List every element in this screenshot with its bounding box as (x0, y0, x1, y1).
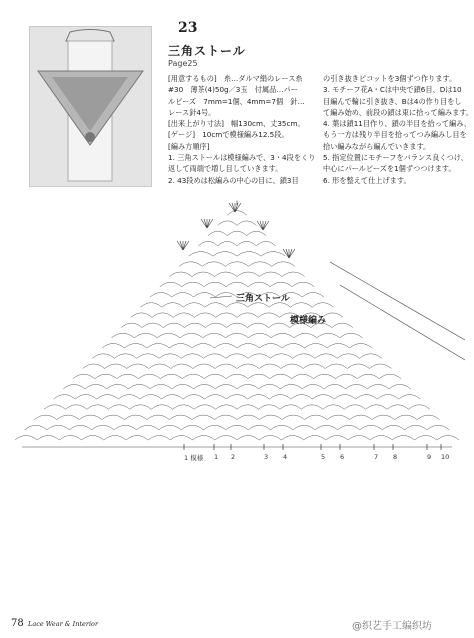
scallop-stitch (127, 364, 149, 369)
scallop-stitch (140, 395, 162, 400)
scallop-stitch (256, 241, 275, 246)
scallop-stitch (139, 374, 161, 379)
scallop-stitch (226, 333, 249, 338)
scallop-stitch (258, 313, 279, 318)
label-pointer (210, 296, 232, 298)
scallop-stitch (204, 425, 226, 430)
scallop-stitch (259, 384, 281, 389)
scallop-stitch (260, 272, 283, 277)
scallop-stitch (65, 405, 87, 410)
scallop-stitch (417, 415, 440, 420)
picot-mark (286, 249, 289, 258)
scallop-stitch (259, 436, 281, 441)
page-reference: Page25 (168, 59, 198, 68)
scallop-stitch (271, 333, 294, 338)
text-line: 2. 43段めは松編みの中心の目に、鎖3目 (168, 175, 299, 185)
scallop-stitch (182, 282, 204, 287)
row-start-label: 1 模様 (184, 454, 204, 462)
scallop-stitch (247, 231, 266, 236)
text-line: ルビーズ 7mm=1個、4mm=7個 針… (168, 96, 305, 106)
scallop-stitch (218, 221, 237, 226)
scallop-stitch (324, 384, 346, 389)
scallop-stitch (85, 384, 107, 389)
scallop-stitch (215, 436, 237, 441)
scallop-stitch (357, 374, 379, 379)
scallop-stitch (194, 405, 216, 410)
scallop-stitch (379, 374, 401, 379)
scallop-stitch (25, 425, 47, 430)
picot-mark (289, 249, 292, 258)
scallop-stitch (392, 436, 414, 441)
scallop-stitch (346, 384, 368, 389)
scallop-stitch (237, 221, 256, 226)
scallop-stitch (258, 405, 280, 410)
scallop-stitch (305, 344, 328, 349)
scallop-stitch (270, 282, 292, 287)
scallop-stitch (248, 425, 270, 430)
picot-mark (232, 203, 235, 212)
scallop-stitch (237, 436, 259, 441)
scallop-stitch (57, 415, 80, 420)
scallop-stitch (108, 405, 130, 410)
scallop-stitch (291, 303, 313, 308)
scallop-stitch (112, 333, 135, 338)
scallop-stitch (147, 415, 170, 420)
scallop-stitch (259, 364, 281, 369)
row-number: 4 (283, 453, 288, 461)
scallop-stitch (237, 344, 260, 349)
scallop-stitch (204, 374, 226, 379)
scallop-stitch (118, 395, 140, 400)
scallop-stitch (282, 344, 305, 349)
scallop-stitch (181, 354, 203, 359)
scallop-stitch (34, 415, 57, 420)
scallop-stitch (104, 436, 126, 441)
scallop-stitch (160, 282, 182, 287)
scallop-stitch (213, 252, 237, 257)
scallop-stitch (323, 405, 344, 410)
picot-mark (283, 249, 289, 258)
scallop-stitch (282, 415, 305, 420)
scallop-stitch (248, 333, 271, 338)
scallop-stitch (107, 384, 129, 389)
scallop-stitch (97, 395, 119, 400)
scallop-stitch (130, 405, 151, 410)
row-number: 3 (264, 453, 269, 461)
scallop-stitch (313, 395, 335, 400)
scallop-stitch (314, 374, 336, 379)
scallop-stitch (260, 415, 283, 420)
scallop-stitch (136, 425, 158, 430)
scallop-stitch (226, 282, 248, 287)
scallop-stitch (227, 231, 246, 236)
scallop-stitch (172, 293, 194, 298)
scallop-stitch (150, 293, 172, 298)
scallop-stitch (350, 415, 373, 420)
scallop-stitch (205, 395, 227, 400)
scallop-stitch (237, 272, 260, 277)
scallop-stitch (350, 344, 373, 349)
scallop-stitch (215, 384, 237, 389)
page-title: 三角ストール (168, 44, 246, 58)
scallop-stitch (87, 405, 108, 410)
scallop-stitch (92, 425, 114, 430)
scallop-stitch (124, 344, 146, 349)
scallop-stitch (226, 354, 248, 359)
text-line: [用意するもの] 糸…ダルマ絹のレース糸 (168, 74, 303, 83)
scallop-stitch (181, 425, 203, 430)
scallop-stitch (182, 374, 204, 379)
text-line: 4. 葉は鎖11目作り、鎖の半目を拾って編み、 (323, 119, 472, 129)
scallop-stitch (75, 395, 97, 400)
scallop-stitch (204, 282, 226, 287)
scallop-stitch (270, 374, 292, 379)
picot-mark (207, 219, 213, 228)
scallop-stitch (370, 436, 392, 441)
scallop-stitch (63, 384, 85, 389)
scallop-stitch (315, 354, 337, 359)
scallop-stitch (173, 405, 194, 410)
scallop-stitch (281, 364, 303, 369)
scallop-stitch (369, 364, 391, 369)
scallop-stitch (325, 364, 347, 369)
scallop-stitch (193, 364, 215, 369)
scallop-stitch (92, 354, 114, 359)
text-line: [出来上がり寸法] 幅130cm、丈35cm。 (168, 119, 305, 129)
scallop-stitch (237, 313, 258, 318)
scallop-stitch (248, 282, 270, 287)
scallop-stitch (149, 364, 171, 369)
text-line: 中心にパールビーズを1個ずつつけます。 (323, 164, 456, 174)
scallop-stitch (147, 344, 170, 349)
row-number: 8 (393, 453, 398, 461)
scallop-stitch (249, 262, 272, 267)
row-number: 1 (214, 453, 219, 461)
scallop-stitch (183, 395, 205, 400)
scallop-stitch (301, 405, 323, 410)
scallop-stitch (327, 344, 350, 349)
scallop-stitch (102, 415, 125, 420)
scallop-stitch (360, 425, 382, 430)
scallop-stitch (237, 364, 259, 369)
scallop-stitch (137, 354, 159, 359)
book-title: Lace Wear & Interior (28, 620, 99, 628)
scallop-stitch (226, 374, 248, 379)
scallop-stitch (337, 354, 359, 359)
scallop-stitch (160, 374, 182, 379)
picot-mark (180, 241, 183, 250)
scallop-stitch (194, 384, 216, 389)
scallop-stitch (293, 425, 315, 430)
scallop-stitch (105, 364, 127, 369)
text-line: [ゲージ] 10cmで模様編み12.5段。 (168, 130, 289, 140)
picot-mark (183, 241, 189, 250)
row-number: 10 (441, 453, 450, 461)
scallop-stitch (169, 272, 192, 277)
scallop-stitch (205, 303, 227, 308)
scallop-stitch (215, 364, 237, 369)
scallop-stitch (395, 415, 418, 420)
picot-mark (257, 221, 263, 230)
scallop-stitch (159, 425, 181, 430)
leader-line (330, 262, 465, 340)
picot-mark (183, 241, 186, 250)
scallop-stitch (332, 323, 353, 328)
scallop-stitch (204, 354, 226, 359)
text-line: 3. モチーフ花A・Cは中央で鎖6目、Dは10 (323, 85, 462, 95)
scallop-stitch (54, 395, 76, 400)
scallop-stitch (293, 354, 315, 359)
pattern-number: 23 (178, 20, 198, 36)
picot-mark (207, 219, 210, 228)
scallop-stitch (157, 333, 180, 338)
scallop-stitch (128, 384, 150, 389)
row-number: 2 (231, 453, 236, 461)
scallop-stitch (69, 425, 91, 430)
scallop-stitch (237, 241, 256, 246)
scallop-stitch (261, 252, 285, 257)
scallop-stitch (405, 425, 427, 430)
scallop-stitch (171, 364, 193, 369)
scallop-stitch (82, 436, 104, 441)
row-number: 7 (374, 453, 379, 461)
scallop-stitch (115, 354, 137, 359)
scallop-stitch (248, 395, 270, 400)
scallop-stitch (170, 436, 192, 441)
scallop-stitch (192, 415, 215, 420)
row-number: 5 (321, 453, 326, 461)
scallop-stitch (202, 262, 225, 267)
text-line: 1. 三角ストールは模様編みで、3・4段をくり (168, 153, 316, 163)
scallop-stitch (198, 241, 217, 246)
scallop-stitch (134, 333, 157, 338)
scallop-stitch (272, 262, 295, 267)
picot-mark (263, 221, 269, 230)
row-number: 9 (427, 453, 432, 461)
text-line: もう一方は残り半目を拾ってつみ編みし目を (323, 130, 467, 140)
text-line: 6. 形を整えて仕上げます。 (323, 175, 411, 185)
text-line: #30 薄茶(4)50g／3玉 付属品…パー (168, 85, 298, 95)
chart-label-stole: 三角ストール (236, 294, 290, 304)
scallop-stitch (215, 344, 238, 349)
scallop-stitch (437, 436, 459, 441)
scallop-stitch (248, 323, 269, 328)
scallop-stitch (281, 436, 303, 441)
scallop-stitch (215, 415, 238, 420)
text-line: の引き抜きピコットを3個ずつ作ります。 (323, 74, 457, 83)
scallop-stitch (102, 344, 125, 349)
scallop-stitch (226, 395, 248, 400)
leader-line (340, 285, 465, 360)
scallop-stitch (83, 364, 105, 369)
scallop-stitch (148, 436, 170, 441)
text-line: 5. 指定位置にモチーフをバランス良くつけ、 (323, 153, 468, 163)
scallop-stitch (294, 333, 317, 338)
scallop-stitch (237, 415, 260, 420)
scallop-stitch (169, 415, 192, 420)
scallop-stitch (194, 293, 216, 298)
scallop-stitch (195, 313, 216, 318)
scallop-stitch (305, 415, 328, 420)
scallop-stitch (269, 323, 290, 328)
scallop-stitch (302, 293, 324, 298)
scallop-stitch (203, 333, 226, 338)
scallop-stitch (387, 405, 409, 410)
scallop-stitch (360, 354, 382, 359)
scallop-stitch (150, 384, 172, 389)
scallop-stitch (280, 384, 302, 389)
scallop-stitch (356, 395, 378, 400)
scallop-stitch (173, 313, 194, 318)
scallop-stitch (159, 354, 181, 359)
scallop-stitch (225, 262, 248, 267)
scallop-stitch (372, 415, 395, 420)
picot-mark (263, 221, 266, 230)
scallop-stitch (141, 303, 162, 308)
text-line: 目編んで輪に引き抜き、Bは4の作り目をし (323, 96, 462, 106)
scallop-stitch (184, 323, 205, 328)
scallop-stitch (208, 231, 227, 236)
chart-label-pattern: 模様編み (290, 316, 327, 326)
scallop-stitch (415, 436, 437, 441)
scallop-stitch (216, 313, 237, 318)
scallop-stitch (172, 384, 194, 389)
scallop-stitch (151, 405, 173, 410)
picot-mark (229, 203, 235, 212)
scallop-stitch (37, 436, 59, 441)
scallop-stitch (399, 395, 421, 400)
scallop-stitch (312, 303, 333, 308)
scallop-stitch (334, 395, 356, 400)
scallop-stitch (47, 425, 69, 430)
scallop-stitch (192, 272, 215, 277)
scallop-stitch (227, 323, 248, 328)
scallop-stitch (326, 436, 348, 441)
scallop-stitch (162, 303, 184, 308)
scallop-stitch (292, 374, 314, 379)
scallop-stitch (269, 395, 291, 400)
scallop-stitch (270, 354, 292, 359)
scallop-stitch (226, 425, 248, 430)
scallop-stitch (180, 333, 203, 338)
scallop-stitch (409, 405, 430, 410)
picot-mark (260, 221, 263, 230)
scallop-stitch (237, 252, 261, 257)
scallop-stitch (366, 405, 387, 410)
scallop-stitch (317, 333, 340, 338)
scallop-stitch (126, 436, 148, 441)
scallop-stitch (338, 425, 360, 430)
scallop-stitch (227, 211, 246, 216)
text-line: 拾い編みながら編んでいきます。 (323, 141, 431, 151)
scallop-stitch (260, 344, 283, 349)
scallop-stitch (179, 262, 202, 267)
picot-mark (201, 219, 207, 228)
scallop-stitch (302, 384, 324, 389)
scallop-stitch (248, 374, 270, 379)
scallop-stitch (303, 364, 325, 369)
scallop-stitch (114, 425, 136, 430)
scallop-stitch (237, 405, 258, 410)
scallop-stitch (336, 374, 358, 379)
scallop-stitch (189, 252, 213, 257)
picot-mark (289, 249, 295, 258)
picot-mark (204, 219, 207, 228)
scallop-stitch (117, 374, 139, 379)
scallop-stitch (282, 272, 305, 277)
scallop-stitch (73, 374, 95, 379)
scallop-stitch (162, 395, 184, 400)
page-number: 78 (11, 618, 24, 629)
scallop-stitch (280, 405, 301, 410)
watermark: @织艺手工编织坊 (352, 621, 432, 632)
scallop-stitch (367, 384, 389, 389)
scallop-stitch (348, 436, 370, 441)
scallop-stitch (163, 323, 184, 328)
scallop-stitch (44, 405, 65, 410)
text-line: レース針4号。 (168, 107, 216, 117)
scallop-stitch (15, 436, 37, 441)
scallop-stitch (193, 436, 215, 441)
text-line: 返して両端で増し目していきます。 (168, 164, 283, 174)
text-line: て編み始め、前段の鎖は束に拾って編みます。 (323, 107, 474, 117)
scallop-stitch (131, 313, 152, 318)
scallop-stitch (216, 405, 237, 410)
scallop-stitch (183, 303, 204, 308)
scallop-stitch (315, 425, 337, 430)
scallop-stitch (291, 395, 313, 400)
scallop-stitch (95, 374, 117, 379)
scallop-stitch (304, 436, 326, 441)
picot-mark (177, 241, 183, 250)
scallop-stitch (327, 415, 350, 420)
scallop-stitch (121, 323, 142, 328)
scallop-stitch (205, 323, 226, 328)
scallop-stitch (79, 415, 102, 420)
scallop-stitch (340, 333, 363, 338)
row-number: 6 (340, 453, 345, 461)
scallop-stitch (427, 425, 449, 430)
scallop-stitch (347, 364, 369, 369)
scallop-stitch (271, 425, 293, 430)
scallop-stitch (344, 405, 366, 410)
scallop-stitch (59, 436, 81, 441)
scallop-stitch (142, 323, 163, 328)
text-line: [編み方順序] (168, 141, 210, 151)
scallop-stitch (218, 241, 237, 246)
scallop-stitch (377, 395, 399, 400)
scallop-stitch (292, 282, 314, 287)
scallop-stitch (192, 344, 215, 349)
scallop-stitch (152, 313, 173, 318)
scallop-stitch (169, 344, 192, 349)
scallop-stitch (382, 425, 404, 430)
scallop-stitch (124, 415, 146, 420)
scallop-stitch (215, 272, 238, 277)
scallop-stitch (237, 384, 259, 389)
scallop-stitch (248, 354, 270, 359)
scallop-stitch (389, 384, 411, 389)
